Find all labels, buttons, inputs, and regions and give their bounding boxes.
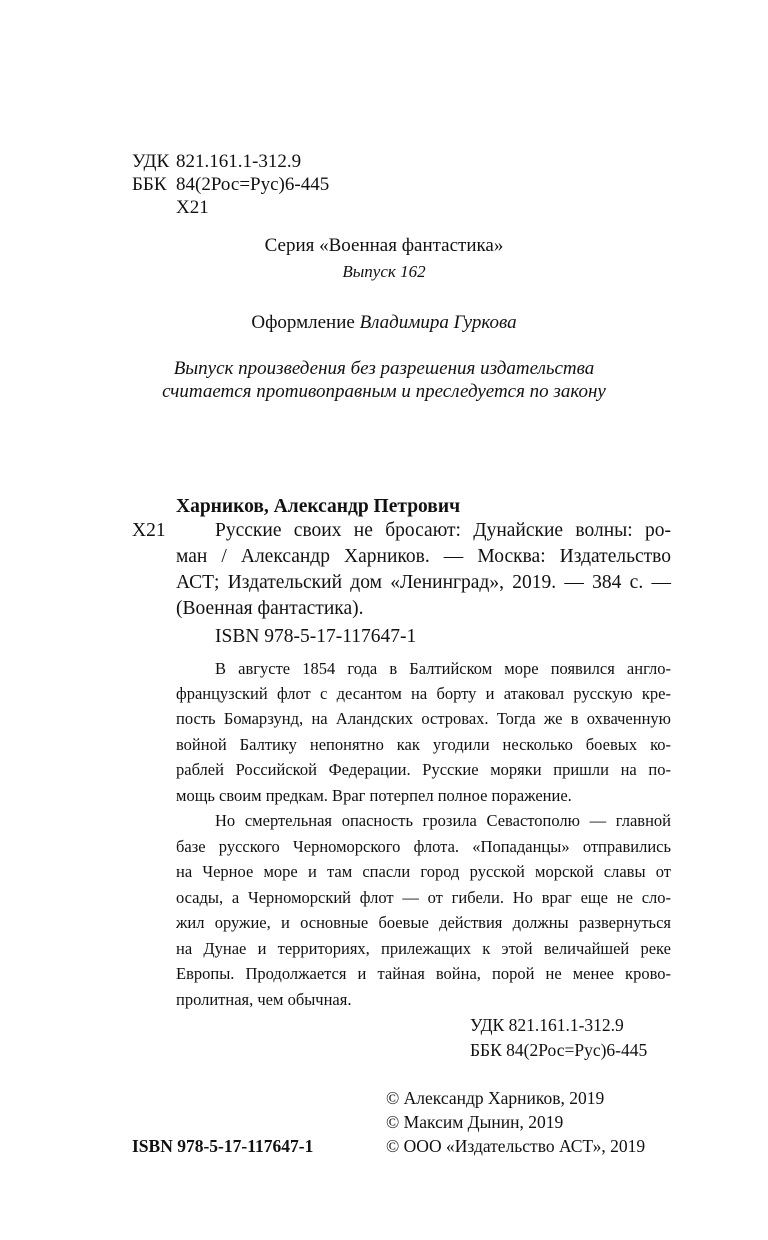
catalog-line: (Военная фантастика). xyxy=(176,598,364,619)
annotation-line: раблей Российской Федерации. Русские моряки пришли на по- xyxy=(176,760,671,779)
copyright-line: © ООО «Издательство АСТ», 2019 xyxy=(386,1136,646,1156)
bbk-bottom: ББК 84(2Рос=Рус)6-445 xyxy=(470,1040,648,1060)
catalog-line: Русские своих не бросают: Дунайские волны: ро- xyxy=(215,520,671,541)
copyright-line: © Максим Дынин, 2019 xyxy=(386,1112,564,1132)
design-credit xyxy=(0,311,768,335)
author-mark-top: Х21 xyxy=(176,197,209,218)
notice-line-2: считается противоправным и преследуется по закону xyxy=(162,381,606,402)
catalog-author: Харников, Александр Петрович xyxy=(176,496,461,517)
series-issue: Выпуск 162 xyxy=(342,262,426,281)
annotation-line: базе русского Черноморского флота. «Попаданцы» отправились xyxy=(176,837,671,856)
annotation-line: жил оружие, и основные боевые действия должны развернуться xyxy=(176,913,671,932)
annotation-line: французский флот с десантом на борту и атаковал русскую кре- xyxy=(176,684,671,703)
bbk-label: ББК xyxy=(132,174,167,195)
copyright-line: © Александр Харников, 2019 xyxy=(386,1088,605,1108)
annotation-line: Европы. Продолжается и тайная война, порой не менее крово- xyxy=(176,964,671,983)
annotation-line: пролитная, чем обычная. xyxy=(176,990,352,1009)
annotation-line: Но смертельная опасность грозила Севастополю — главной xyxy=(215,811,671,830)
designer-name: Владимира Гуркова xyxy=(359,312,517,333)
udk-value: 821.161.1-312.9 xyxy=(176,151,302,172)
annotation-line: на Черное море и там спасли город русской морской славы от xyxy=(176,862,671,881)
annotation-line: мощь своим предкам. Враг потерпел полное поражение. xyxy=(176,786,572,805)
udk-bottom: УДК 821.161.1-312.9 xyxy=(470,1015,624,1035)
catalog-line: ман / Александр Харников. — Москва: Издательство xyxy=(176,546,671,567)
annotation-line: войной Балтику непонятно как угодили несколько боевых ко- xyxy=(176,735,671,754)
annotation-line: на Дунае и территориях, прилежащих к этой величайшей реке xyxy=(176,939,671,958)
bbk-value: 84(2Рос=Рус)6-445 xyxy=(176,174,330,195)
catalog-mark: Х21 xyxy=(132,520,166,541)
annotation-line: осады, а Черноморский флот — от гибели. Но враг еще не сло- xyxy=(176,888,671,907)
catalog-line: АСТ; Издательский дом «Ленинград», 2019. — 384 с. — xyxy=(176,572,671,593)
annotation-line: пость Бомарзунд, на Аландских островах. Тогда же в охваченную xyxy=(176,709,671,728)
isbn-bottom: ISBN 978-5-17-117647-1 xyxy=(132,1136,314,1156)
udk-label: УДК xyxy=(132,151,170,172)
bbk-row xyxy=(132,173,329,197)
udk-row xyxy=(132,150,301,174)
notice-line-1: Выпуск произведения без разрешения издательства xyxy=(173,358,595,379)
annotation-line: В августе 1854 года в Балтийском море появился англо- xyxy=(215,659,671,678)
design-prefix: Оформление xyxy=(251,312,355,333)
catalog-isbn: ISBN 978-5-17-117647-1 xyxy=(215,626,417,647)
series-title: Серия «Военная фантастика» xyxy=(264,235,504,256)
